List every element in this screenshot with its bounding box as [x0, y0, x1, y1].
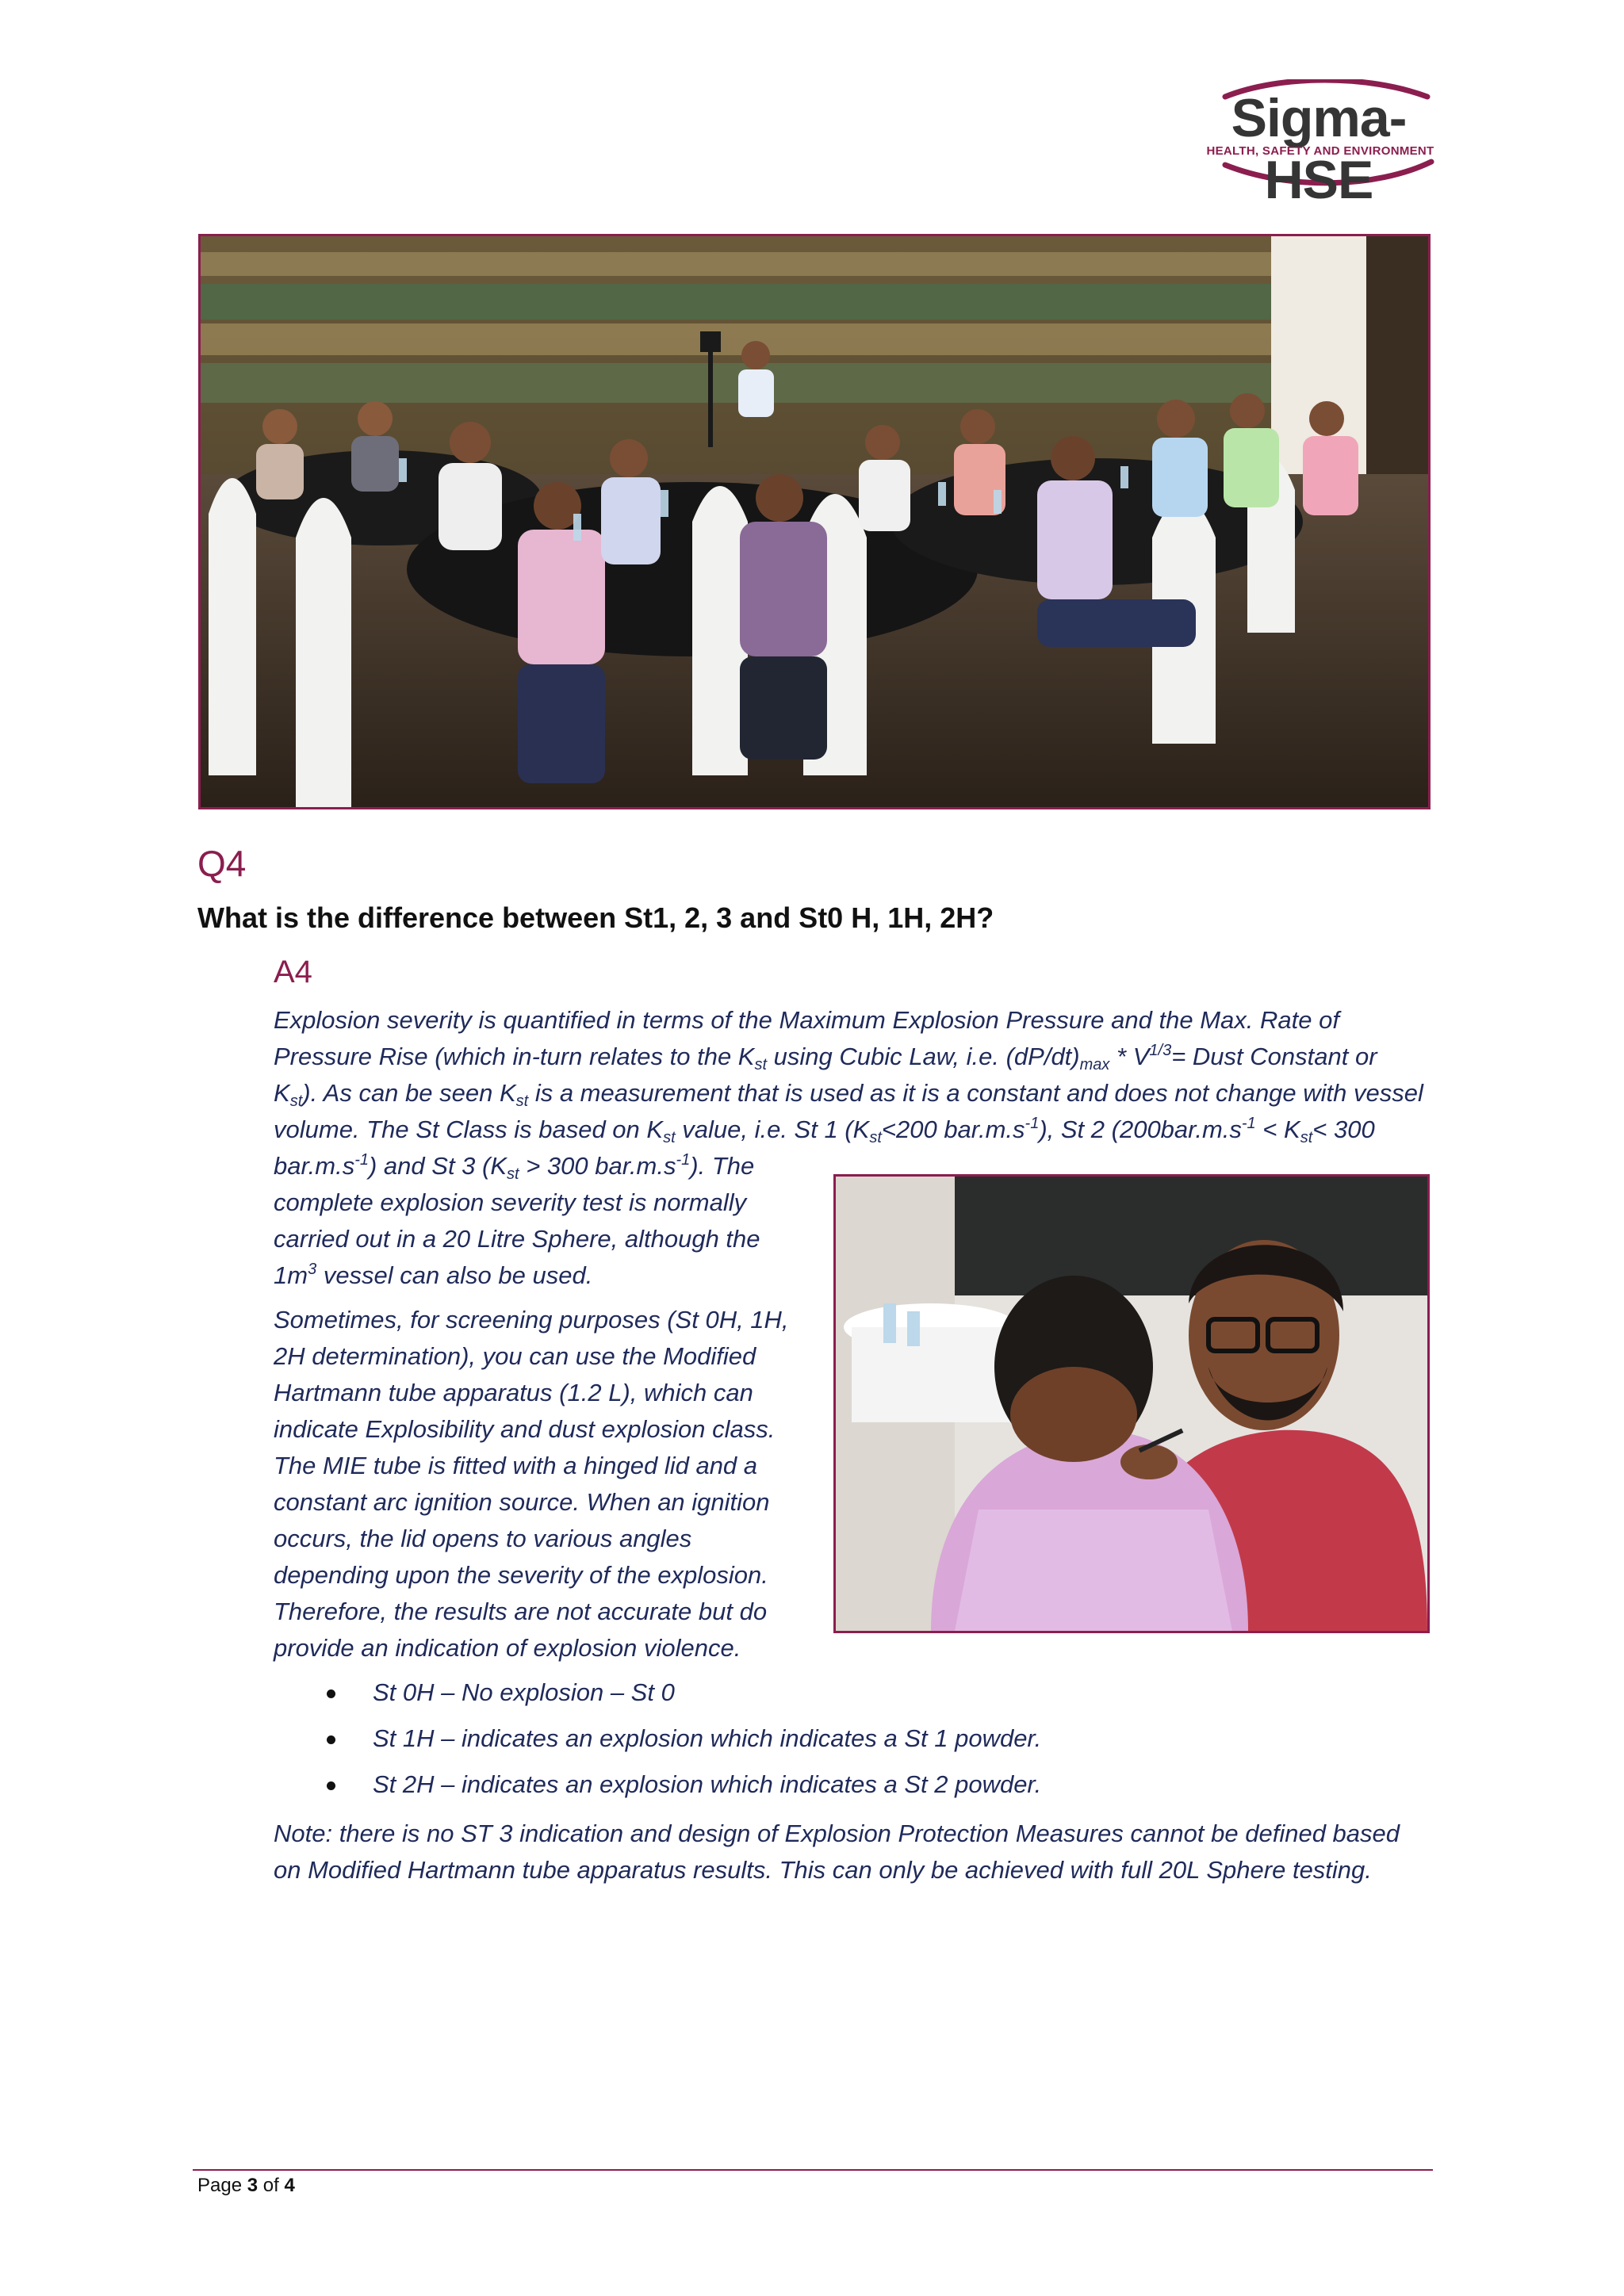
text-line: Pressure Rise (which in-turn relates to the $K_{st}$ using Cubic Law, i.e. $(dP/dt)_{max} * V^{1/3}=$ Dust Constant or [274, 1042, 1377, 1073]
bullet-icon [327, 1689, 335, 1698]
footer-divider [193, 2169, 1433, 2171]
text-line: The MIE tube is fitted with a hinged lid and a [274, 1452, 758, 1479]
text-line: volume. The St Class is based on $K_{st}$ value, i.e. St 1 ($K_{st}<200$ $bar.m.s^{-1}$), St 2 ($200bar.m.s^{-1} < K_{st}< 300$ [274, 1115, 1375, 1146]
seminar-discussion-photo [833, 1174, 1430, 1633]
text-line: $bar.m.s^{-1}$) and St 3 ($K_{st} > 300$ $bar.m.s^{-1}$). The [274, 1151, 755, 1183]
answer-paragraph-2 [274, 1302, 813, 1667]
bullet-icon [327, 1735, 335, 1744]
text-line: $K_{st}$). As can be seen $K_{st}$ is a measurement that is used as it is a constant and does not change with vessel [274, 1079, 1423, 1110]
answer-number: A4 [274, 955, 312, 989]
discussion-photo-illustration [836, 1177, 1427, 1631]
text-line: 2H determination), you can use the Modified [274, 1342, 756, 1370]
question-number: Q4 [197, 843, 247, 884]
text-line: provide an indication of explosion violence. [274, 1634, 741, 1662]
text-line: Sometimes, for screening purposes (St 0H, 1H, [274, 1306, 789, 1334]
text-line: depending upon the severity of the explosion. [274, 1561, 768, 1589]
logo-tagline: HEALTH, SAFETY AND ENVIRONMENT [1206, 144, 1434, 158]
text-line: Therefore, the results are not accurate but do [274, 1598, 768, 1625]
page-number-footer: Page 3 of 4 [197, 2175, 295, 2196]
text-line: occurs, the lid opens to various angles [274, 1525, 692, 1552]
text-line: carried out in a 20 Litre Sphere, although the [274, 1225, 760, 1253]
text-line: indicate Explosibility and dust explosion class. [274, 1415, 776, 1443]
text-line: complete explosion severity test is normally [274, 1188, 747, 1216]
logo-wordmark: Sigma-HSE [1231, 88, 1407, 210]
text-line: constant arc ignition source. When an ignition [274, 1488, 770, 1516]
text-line: Note: there is no ST 3 indication and design of Explosion Protection Measures cannot be defined based [274, 1820, 1400, 1847]
text-line: Explosion severity is quantified in terms of the Maximum Explosion Pressure and the Max. Rate of [274, 1006, 1339, 1034]
question-heading: What is the difference between St1, 2, 3 and St0 H, 1H, 2H? [197, 901, 994, 934]
conference-photo-illustration [201, 236, 1428, 807]
bullet-icon [327, 1781, 335, 1790]
sigma-hse-logo [1193, 79, 1447, 210]
answer-note [274, 1816, 1463, 1888]
conference-audience-photo [198, 234, 1431, 809]
text-line: Hartmann tube apparatus (1.2 L), which can [274, 1379, 753, 1406]
text-line: on Modified Hartmann tube apparatus results. This can only be achieved with full 20L Sphere testing. [274, 1856, 1372, 1884]
text-line: $1m^3$ vessel can also be used. [274, 1261, 593, 1289]
